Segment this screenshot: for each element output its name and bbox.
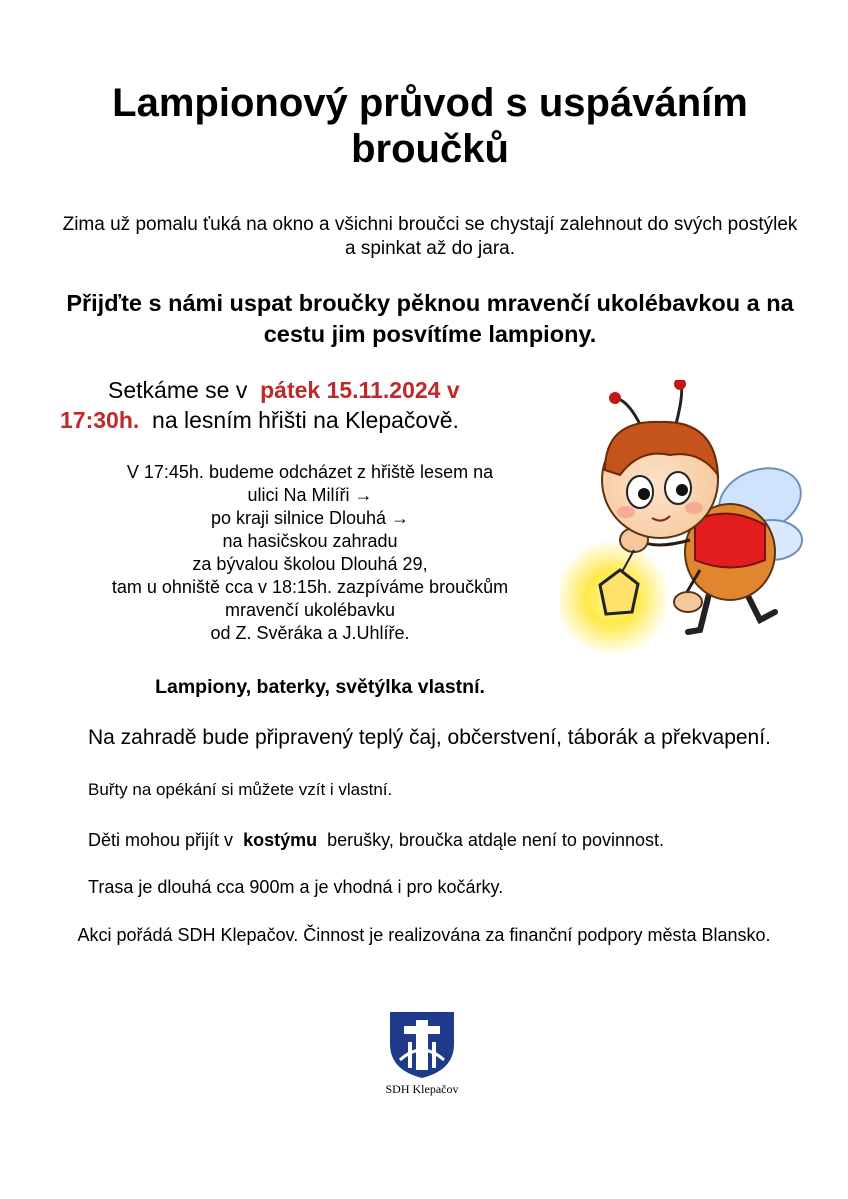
route-line: tam u ohniště cca v 18:15h. zazpíváme broučkům (111, 577, 509, 597)
meeting-line-2 (60, 405, 580, 435)
meeting-prefix: Setkáme se v (108, 377, 248, 403)
costume-note (88, 828, 808, 852)
sdh-emblem-icon (388, 1010, 456, 1080)
organizer-note: Akci pořádá SDH Klepačov. Činnost je realizována za finanční podpory města Blansko. (77, 925, 771, 945)
route-line: V 17:45h. budeme odcházet z hřiště lesem na (126, 462, 494, 482)
route-description (70, 461, 550, 645)
route-line: za bývalou školou Dlouhá 29, (192, 554, 428, 574)
bug-with-lantern-illustration (560, 380, 810, 660)
logo-caption: SDH Klepačov (385, 1082, 459, 1096)
route-line: mravenčí ukolébavku (224, 600, 396, 620)
intro-text: Zima už pomalu ťuká na okno a všichni broučci se chystají zalehnout do svých postýlek a spinkat až do jara. (62, 214, 798, 259)
route-line: ulici Na Milíři → (247, 485, 373, 505)
meeting-line-1 (60, 375, 580, 405)
costume-suffix: berušky, broučka atdąle není to povinnost. (327, 830, 665, 850)
page-title: Lampionový průvod s uspáváním broučků (112, 81, 748, 171)
route-line: na hasičskou zahradu (222, 531, 398, 551)
meeting-date: pátek 15.11.2024 v (260, 377, 460, 403)
route-line: po kraji silnice Dlouhá → (210, 508, 410, 528)
meeting-time: 17:30h. (60, 407, 140, 433)
bring-lanterns-note: Lampiony, baterky, světýlka vlastní. (155, 676, 485, 698)
meeting-info (60, 375, 580, 435)
sausages-note: Buřty na opékání si můžete vzít i vlastní. (88, 780, 393, 799)
meeting-place: na lesním hřišti na Klepačově. (152, 407, 459, 433)
trail-info: Trasa je dlouhá cca 900m a je vhodná i pro kočárky. (88, 877, 504, 897)
costume-prefix: Děti mohou přijít v (88, 830, 234, 850)
route-line: od Z. Svěráka a J.Uhlíře. (210, 623, 410, 643)
costume-bold: kostýmu (243, 830, 318, 850)
invitation-text: Přijďte s námi uspat broučky pěknou mravenčí ukolébavkou a na cestu jim posvítíme lampiony. (66, 290, 794, 347)
garden-info: Na zahradě bude připravený teplý čaj, občerstvení, táborák a překvapení. (88, 726, 771, 749)
